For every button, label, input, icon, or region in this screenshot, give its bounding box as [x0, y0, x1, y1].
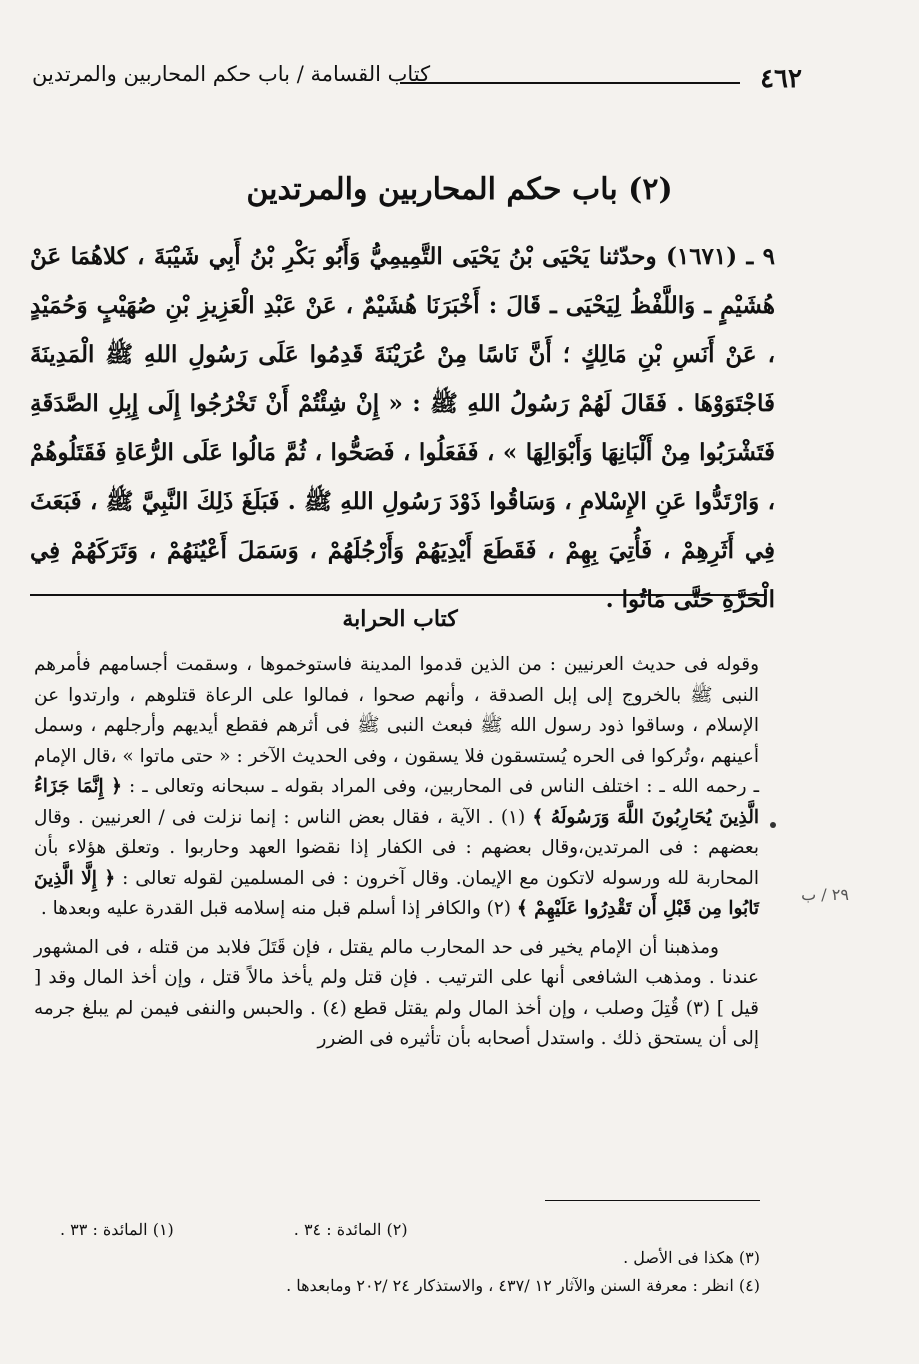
commentary — [34, 650, 759, 1055]
page-header — [32, 62, 802, 102]
footnote-row-1 — [60, 1216, 760, 1244]
commentary-text-1a: وقوله فى حديث العرنيين : من الذين قدموا المدينة فاستوخموها ، وسقمت أجسامهم فأمرهم النبى ﷺ بالخروج إلى إبل الصدقة ، وأنهم صحوا ، فمالوا على الرعاة قتلوهم ، وارتدوا عن الإسلام ، وساقوا ذود رسول الله ﷺ فبعث النبى ﷺ فى أثرهم فقطع أيديهم وأرجلهم ، وسمل أعينهم ،وتُركوا فى الحره يُستسقون فلا يسقون ، وفى الحديث الآخر : « حتى ماتوا » ،قال الإمام ـ رحمه الله ـ : اختلف الناس فى المحاربين، وفى المراد بقوله ـ سبحانه وتعالى ـ : — [34, 654, 759, 797]
page-number: ٤٦٢ — [760, 64, 802, 94]
hadith-text: ٩ ـ (١٦٧١) وحدّثنا يَحْيَى بْنُ يَحْيَى التَّمِيمِيُّ وَأَبُو بَكْرِ بْنُ أَبِي شَيْبَةَ ، كلاهُمَا عَنْ هُشَيْمٍ ـ وَاللَّفْظُ لِيَحْيَى ـ قَالَ : أَخْبَرَنَا هُشَيْمٌ ، عَنْ عَبْدِ الْعَزِيزِ بْنِ صُهَيْبٍ وَحُمَيْدٍ ، عَنْ أَنَسِ بْنِ مَالِكٍ ؛ أَنَّ نَاسًا مِنْ عُرَيْنَةَ قَدِمُوا عَلَى رَسُولِ اللهِ ﷺ الْمَدِينَةَ فَاجْتَوَوْهَا . فَقَالَ لَهُمْ رَسُولُ اللهِ ﷺ : « إِنْ شِئْتُمْ أَنْ تَخْرُجُوا إِلَى إِبِلِ الصَّدَقَةِ فَتَشْرَبُوا مِنْ أَلْبَانِهَا وَأَبْوَالِهَا » ، فَفَعَلُوا ، فَصَحُّوا ، ثُمَّ مَالُوا عَلَى الرُّعَاةِ فَقَتَلُوهُمْ ، وَارْتَدُّوا عَنِ الإِسْلامِ ، وَسَاقُوا ذَوْدَ رَسُولِ اللهِ ﷺ . فَبَلَغَ ذَلِكَ النَّبِيَّ ﷺ ، فَبَعَثَ فِي أَثَرِهِمْ ، فَأُتِيَ بِهِمْ ، فَقَطَعَ أَيْدِيَهُمْ وَأَرْجُلَهُمْ ، وَسَمَلَ أَعْيُنَهُمْ ، وَتَرَكَهُمْ فِي الْحَرَّةِ حَتَّى مَاتُوا . — [30, 243, 775, 613]
running-title: كتاب القسامة / باب حكم المحاربين والمرتدين — [32, 62, 431, 86]
quran-verse-1: ﴿ إِنَّمَا جَزَاءُ الَّذِينَ يُحَارِبُونَ اللَّهَ وَرَسُولَهُ ﴾ — [34, 776, 760, 828]
chapter-title: (٢) باب حكم المحاربين والمرتدين — [246, 172, 673, 207]
quran-verse-2: ﴿ إِلَّا الَّذِينَ تَابُوا مِن قَبْلِ أَن تَقْدِرُوا عَلَيْهِمْ ﴾ — [34, 867, 759, 919]
commentary-paragraph-1 — [34, 650, 759, 925]
footnote-2: (٢) المائدة : ٣٤ . — [293, 1220, 408, 1239]
section-divider — [30, 594, 765, 596]
header-rule — [400, 82, 740, 84]
commentary-text-1c: (٢) والكافر إذا أسلم قبل منه إسلامه قبل القدرة عليه وبعدها . — [40, 898, 512, 919]
margin-dot — [770, 822, 776, 828]
footnotes — [60, 1216, 760, 1300]
footnote-rule — [545, 1200, 760, 1201]
footnote-1: (١) المائدة : ٣٣ . — [60, 1220, 174, 1239]
commentary-text-1b: (١) . الآية ، فقال بعض الناس : إنما نزلت فى / العرنيين . وقال بعضهم : فى المرتدين،وقال بعضهم : فى الكفار إذا نقضوا العهد وحاربوا . وتعلق هؤلاء بأن المحاربة لله ورسوله لاتكون مع الإيمان. وقال آخرون : فى المسلمين لقوله تعالى : — [34, 806, 759, 889]
margin-folio-note: ٢٩ / ب — [801, 885, 849, 904]
footnote-3: (٣) هكذا فى الأصل . — [623, 1248, 760, 1267]
footnote-4: (٤) انظر : معرفة السنن والآثار ١٢ /٤٣٧ ، والاستذكار ٢٤ /٢٠٢ ومابعدها . — [286, 1276, 760, 1295]
commentary-paragraph-2: ومذهبنا أن الإمام يخير فى حد المحارب مالم يقتل ، فإن قَتَلَ فلابد من قتله ، فى المشهور عندنا . ومذهب الشافعى أنها على الترتيب . فإن قتل ولم يأخذ مالاً قتل ، وإن أخذ المال وقد [ قيل ] (٣) قُتِلَ وصلب ، وإن أخذ المال ولم يقتل قطع (٤) . والحبس والنفى فيمن لم يبلغ جرمه إلى أن يستحق ذلك . واستدل أصحابه بأن تأثيره فى الضرر — [34, 936, 759, 1049]
section-title: كتاب الحرابة — [342, 606, 458, 632]
